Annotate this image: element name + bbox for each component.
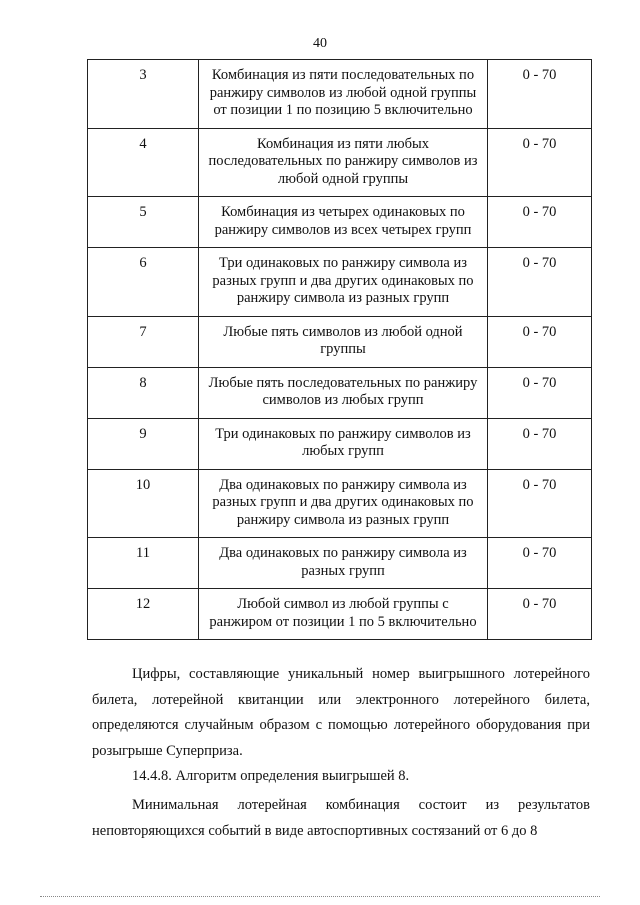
row-number: 12 xyxy=(88,589,199,640)
table-row xyxy=(88,418,592,469)
row-combination: Три одинаковых по ранжиру символа из разных групп и два других одинаковых по ранжиру символа из разных групп xyxy=(199,248,488,317)
row-number: 8 xyxy=(88,367,199,418)
row-value: 0 - 70 xyxy=(488,589,592,640)
row-number: 10 xyxy=(88,469,199,538)
table-row xyxy=(88,248,592,317)
row-number: 7 xyxy=(88,316,199,367)
table-row xyxy=(88,316,592,367)
row-combination: Комбинация из пяти последовательных по ранжиру символов из любой одной группы от позиции 1 по позицию 5 включительно xyxy=(199,60,488,129)
table-row xyxy=(88,197,592,248)
row-number: 4 xyxy=(88,128,199,197)
table-row xyxy=(88,469,592,538)
row-value: 0 - 70 xyxy=(488,197,592,248)
table-row xyxy=(88,538,592,589)
row-value: 0 - 70 xyxy=(488,469,592,538)
winnings-table xyxy=(87,59,592,640)
bottom-divider xyxy=(40,896,600,897)
row-combination: Три одинаковых по ранжиру символов из любых групп xyxy=(199,418,488,469)
row-combination: Любые пять последовательных по ранжиру символов из любых групп xyxy=(199,367,488,418)
row-number: 3 xyxy=(88,60,199,129)
row-value: 0 - 70 xyxy=(488,538,592,589)
row-combination: Два одинаковых по ранжиру символа из разных групп xyxy=(199,538,488,589)
row-number: 6 xyxy=(88,248,199,317)
table-row xyxy=(88,367,592,418)
table-row xyxy=(88,60,592,129)
row-combination: Комбинация из четырех одинаковых по ранжиру символов из всех четырех групп xyxy=(199,197,488,248)
row-value: 0 - 70 xyxy=(488,316,592,367)
row-combination: Комбинация из пяти любых последовательных по ранжиру символов из любой одной группы xyxy=(199,128,488,197)
paragraph-winning-number: Цифры, составляющие уникальный номер выигрышного лотерейного билета, лотерейной квитанции или электронного лотерейного билета, определяются случайным образом с помощью лотерейного оборудования при розыгрыше Суперприза. xyxy=(92,666,590,759)
row-combination: Любые пять символов из любой одной группы xyxy=(199,316,488,367)
row-number: 11 xyxy=(88,538,199,589)
row-value: 0 - 70 xyxy=(488,128,592,197)
row-value: 0 - 70 xyxy=(488,60,592,129)
page-number: 40 xyxy=(313,36,327,51)
paragraph-minimal-combination: Минимальная лотерейная комбинация состоит из результатов неповторяющихся событий в виде автоспортивных состязаний от 6 до 8 xyxy=(92,797,590,839)
row-value: 0 - 70 xyxy=(488,418,592,469)
row-number: 9 xyxy=(88,418,199,469)
row-number: 5 xyxy=(88,197,199,248)
row-value: 0 - 70 xyxy=(488,367,592,418)
row-combination: Два одинаковых по ранжиру символа из разных групп и два других одинаковых по ранжиру символа из разных групп xyxy=(199,469,488,538)
row-value: 0 - 70 xyxy=(488,248,592,317)
table-row xyxy=(88,589,592,640)
section-heading-14-4-8: 14.4.8. Алгоритм определения выигрышей 8. xyxy=(132,768,410,784)
row-combination: Любой символ из любой группы с ранжиром от позиции 1 по 5 включительно xyxy=(199,589,488,640)
table-row xyxy=(88,128,592,197)
